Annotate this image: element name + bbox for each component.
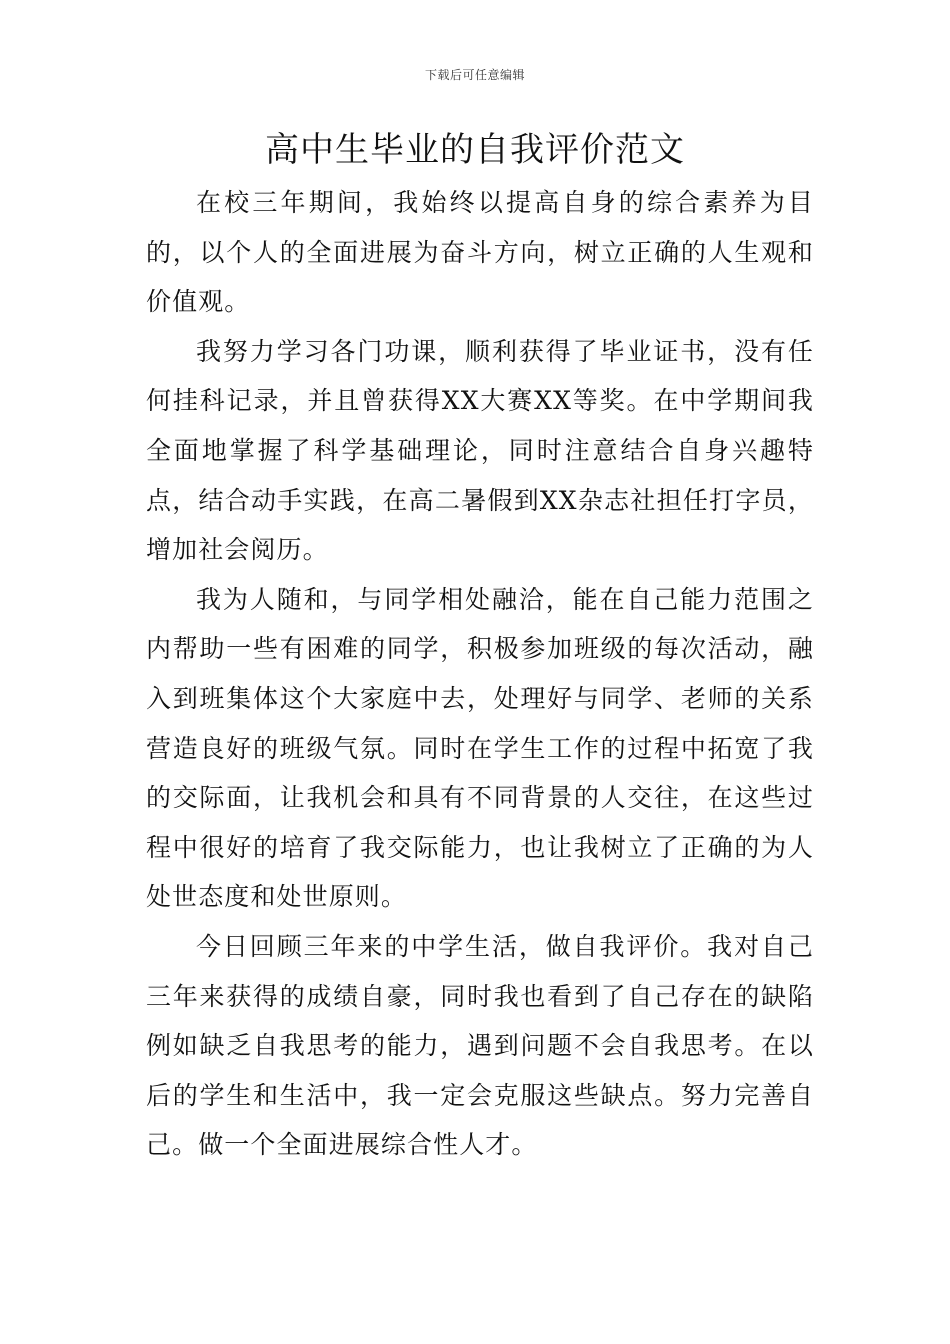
paragraph-1: 在校三年期间，我始终以提高自身的综合素养为目的，以个人的全面进展为奋斗方向，树立正确的人生观和价值观。 (146, 188, 814, 317)
paragraph-4: 今日回顾三年来的中学生活，做自我评价。我对自己三年来获得的成绩自豪，同时我也看到了自己存在的缺陷例如缺乏自我思考的能力，遇到问题不会自我思考。在以后的学生和生活中，我一定会克服这些缺点。努力完善自己。做一个全面进展综合性人才。 (146, 931, 814, 1160)
paragraph-3: 我为人随和，与同学相处融洽，能在自己能力范围之内帮助一些有困难的同学，积极参加班级的每次活动，融入到班集体这个大家庭中去，处理好与同学、老师的关系营造良好的班级气氛。同时在学生工作的过程中拓宽了我的交际面，让我机会和具有不同背景的人交往，在这些过程中很好的培育了我交际能力，也让我树立了正确的为人处世态度和处世原则。 (146, 584, 814, 912)
document-title: 高中生毕业的自我评价范文 (265, 130, 685, 170)
paragraph-2: 我努力学习各门功课，顺利获得了毕业证书，没有任何挂科记录，并且曾获得XX大赛XX等奖。在中学期间我全面地掌握了科学基础理论，同时注意结合自身兴趣特点，结合动手实践，在高二暑假到XX杂志社担任打字员，增加社会阅历。 (146, 336, 814, 565)
header-note: 下载后可任意编辑 (424, 68, 525, 82)
document-body (146, 178, 814, 1170)
